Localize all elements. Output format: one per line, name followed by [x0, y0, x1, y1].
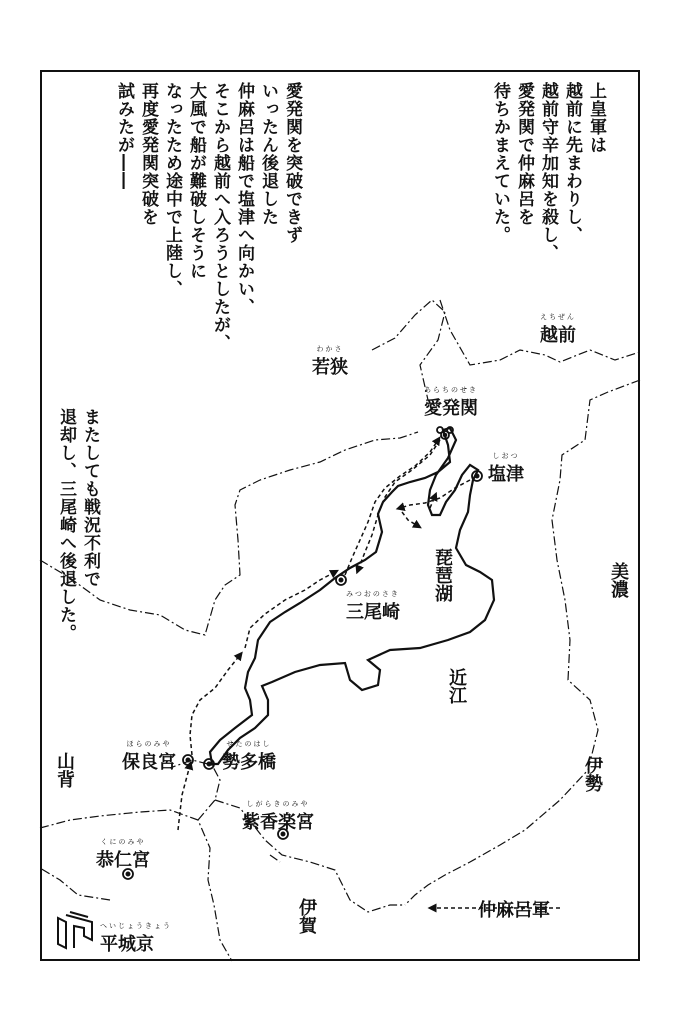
label-ise — [582, 756, 602, 792]
ruby: しおつ — [492, 452, 520, 460]
label-yamashiro — [54, 752, 74, 788]
place-name: 近江 — [446, 668, 467, 704]
place-name: 三尾崎 — [346, 602, 400, 623]
narrative-line: 愛発関で仲麻呂を — [514, 82, 534, 226]
place-name: 愛発関 — [424, 398, 478, 419]
narrative-line: いったん後退した — [258, 82, 278, 226]
palace-marker-icon — [183, 755, 193, 765]
ruby: みつおのさき — [346, 590, 400, 598]
narrative-line: 愛発関を突破できず — [282, 82, 302, 244]
narrative-line: またしても戦況不利で — [80, 408, 100, 588]
ruby: しがらきのみや — [246, 800, 310, 808]
narrative-line: 上皇軍は — [586, 82, 606, 154]
ruby: せたのはし — [226, 740, 272, 748]
label-heijo — [100, 922, 172, 956]
place-name: 山背 — [54, 752, 75, 788]
label-shigaraki — [242, 800, 314, 834]
place-name: 塩津 — [488, 464, 524, 485]
nakamaro-route — [178, 440, 560, 908]
narrative-top-right — [488, 82, 608, 282]
ruby: あらちのせき — [424, 386, 478, 394]
narrative-line: 再度愛発関突破を — [138, 82, 158, 226]
place-name: 勢多橋 — [222, 752, 276, 773]
label-mio — [346, 590, 400, 624]
palace-marker-icon — [336, 575, 346, 585]
narrative-line: 越前に先まわりし、 — [562, 82, 582, 244]
narrative-line: なったため途中で上陸し、 — [162, 82, 182, 298]
label-biwako — [432, 548, 452, 602]
nakamaro-army-label: 仲麻呂軍 — [478, 900, 550, 921]
place-name: 越前 — [540, 325, 576, 346]
place-name: 美濃 — [608, 562, 629, 598]
label-arachi — [424, 386, 478, 420]
ruby: わかさ — [316, 345, 344, 353]
ruby: くにのみや — [100, 838, 146, 846]
label-omi — [446, 668, 466, 704]
narrative-line: 越前守辛加知を殺し、 — [538, 82, 558, 262]
ruby: えちぜん — [540, 313, 576, 321]
place-name: 伊勢 — [582, 756, 603, 792]
narrative-top-middle — [112, 82, 304, 422]
place-name: 伊賀 — [296, 898, 317, 934]
label-kuni — [96, 838, 150, 872]
label-iga — [296, 898, 316, 934]
place-name: 恭仁宮 — [96, 850, 150, 871]
narrative-line: そこから越前へ入ろうとしたが、 — [210, 82, 230, 352]
narrative-line: 退却し、三尾崎へ後退した。 — [56, 408, 76, 642]
label-seta — [222, 740, 276, 774]
narrative-line: 大風で船が難破しそうに — [186, 82, 206, 280]
label-echizen — [540, 313, 576, 347]
place-name: 若狭 — [312, 357, 348, 378]
place-name: 紫香楽宮 — [242, 812, 314, 833]
label-mino — [608, 562, 628, 598]
narrative-line: 仲麻呂は船で塩津へ向かい、 — [234, 82, 254, 316]
label-hora — [122, 740, 176, 774]
label-wakasa — [312, 345, 348, 379]
place-name: 平城京 — [100, 934, 154, 955]
place-name: 琵琶湖 — [432, 548, 453, 602]
ruby: ほらのみや — [126, 740, 172, 748]
narrative-line: 待ちかまえていた。 — [490, 82, 510, 244]
place-name: 保良宮 — [122, 752, 176, 773]
heijo-capital-icon — [58, 912, 92, 948]
ruby: へいじょうきょう — [100, 922, 172, 930]
narrative-left — [54, 408, 102, 658]
label-shiotsu — [488, 452, 524, 486]
narrative-line: 試みたが―― — [114, 82, 134, 190]
